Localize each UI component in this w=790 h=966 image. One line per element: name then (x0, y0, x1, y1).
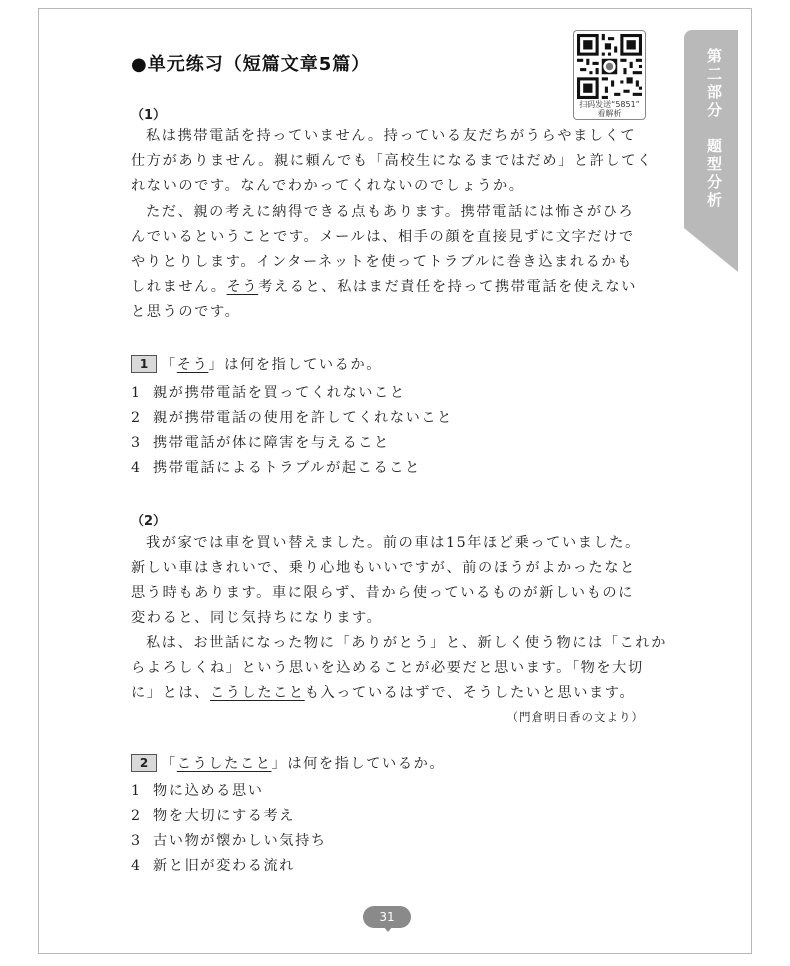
passage-2-line: らよろしくね」という思いを込めることが必要だと思います。「物を大切 (131, 660, 644, 676)
passage-2-label: （2） (131, 514, 167, 529)
choice-number: 2 (131, 808, 141, 824)
choice-item[interactable] (131, 408, 453, 428)
qr-caption: 扫码发送“5851” (579, 100, 640, 109)
underlined-term: そう (226, 279, 259, 295)
underlined-term: こうしたこと (209, 685, 305, 701)
passage-2-line (131, 683, 635, 703)
passage-1-line: と思うのです。 (131, 304, 241, 320)
choice-text: 親が携帯電話を買ってくれないこと (153, 385, 406, 401)
side-tab-topic: 题型分析 (705, 138, 723, 210)
choice-item[interactable] (131, 383, 406, 403)
passage-2-text: に」とは、 (131, 685, 210, 701)
qr-caption-sub: 看解析 (597, 109, 622, 118)
choice-text: 物を大切にする考え (153, 808, 296, 824)
choice-number: 3 (131, 833, 141, 849)
page-number-pointer (383, 926, 393, 932)
choice-number: 3 (131, 435, 141, 451)
passage-1-line (131, 277, 637, 297)
passage-2-line: 思う時もあります。車に限らず、昔から使っているものが新しいものに (131, 585, 634, 601)
passage-1-text: しれません。 (131, 279, 227, 295)
section-title: ●单元练习（短篇文章5篇） (131, 54, 371, 75)
source-citation: （門倉明日香の文より） (506, 710, 644, 724)
choice-number: 2 (131, 410, 141, 426)
question-text: 」は何を指しているか。 (208, 357, 383, 373)
passage-1-line: やりとりします。インターネットを使ってトラブルに巻き込まれるかも (131, 254, 633, 270)
choice-number: 4 (131, 858, 141, 874)
passage-1-text: 考えると、私はまだ責任を持って携帯電話を使えない (258, 279, 638, 295)
choice-text: 古い物が懐かしい気持ち (153, 833, 327, 849)
choice-item[interactable] (131, 433, 390, 453)
passage-2-line: 我が家では車を買い替えました。前の車は15年ほど乗っていました。 (146, 535, 641, 551)
passage-1-label: （1） (131, 108, 167, 123)
question-2-prompt (131, 754, 445, 774)
passage-2-line: 私は、お世話になった物に「ありがとう」と、新しく使う物には「これか (146, 635, 667, 651)
passage-1-line: んでいるということです。メールは、相手の顔を直接見ずに文字だけで (131, 229, 635, 245)
passage-1-line: 私は携帯電話を持っていません。持っている友だちがうらやましくて (146, 128, 637, 144)
choice-number: 1 (131, 385, 141, 401)
passage-1-line: れないのです。なんでわかってくれないのでしょうか。 (131, 178, 525, 194)
choice-item[interactable] (131, 806, 295, 826)
choice-text: 親が携帯電話の使用を許してくれないこと (153, 410, 453, 426)
qr-code-card[interactable] (573, 30, 646, 120)
passage-1-line: ただ、親の考えに納得できる点もあります。携帯電話には怖さがひろ (146, 204, 635, 220)
choice-text: 携帯電話が体に障害を与えること (153, 435, 390, 451)
passage-2-line: 変わると、同じ気持ちになります。 (131, 610, 383, 626)
question-text: 「 (161, 357, 177, 373)
underlined-term: こうしたこと (176, 756, 272, 772)
question-number-box: 2 (131, 754, 157, 772)
choice-number: 1 (131, 783, 141, 799)
question-1-prompt (131, 355, 382, 375)
underlined-term: そう (176, 357, 209, 373)
qr-code-icon (577, 34, 642, 99)
choice-item[interactable] (131, 856, 295, 876)
question-text: 」は何を指しているか。 (271, 756, 446, 772)
side-tab-part: 第二部分 (705, 48, 723, 120)
choice-text: 新と旧が変わる流れ (153, 858, 296, 874)
question-number-box: 1 (131, 355, 157, 373)
page-number-badge: 31 (363, 906, 411, 928)
tab-fold-decoration (684, 228, 738, 272)
question-text: 「 (161, 756, 177, 772)
choice-text: 携帯電話によるトラブルが起こること (153, 460, 421, 476)
choice-item[interactable] (131, 781, 264, 801)
choice-text: 物に込める思い (153, 783, 264, 799)
passage-2-text: も入っているはずで、そうしたいと思います。 (304, 685, 636, 701)
passage-1-line: 仕方がありません。親に頼んでも「高校生になるまではだめ」と許してく (131, 153, 653, 169)
choice-item[interactable] (131, 458, 421, 478)
choice-number: 4 (131, 460, 141, 476)
passage-2-line: 新しい車はきれいで、乗り心地もいいですが、前のほうがよかったなと (131, 560, 636, 576)
choice-item[interactable] (131, 831, 327, 851)
